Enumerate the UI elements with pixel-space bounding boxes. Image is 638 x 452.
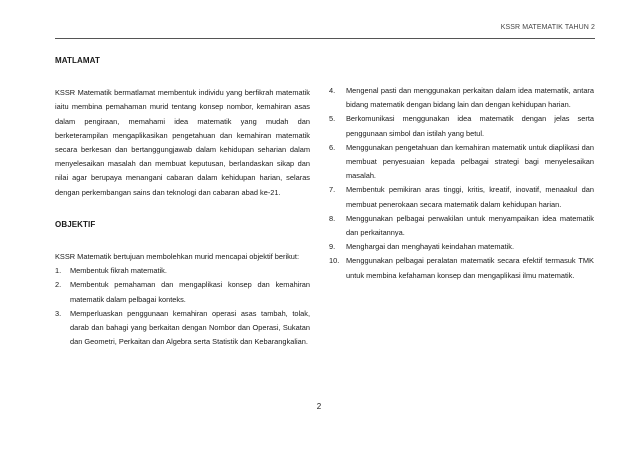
- item-text: Membentuk pemikiran aras tinggi, kritis, kreatif, inovatif, menaakul dan membuat penerokaan secara matematik dalam kehidupan harian.: [346, 185, 594, 209]
- objektif-item: [329, 212, 594, 240]
- item-number: 8.: [329, 213, 336, 223]
- objektif-item: [55, 264, 310, 278]
- objektif-list-right: [329, 84, 594, 283]
- objektif-item: [329, 84, 594, 112]
- running-header: KSSR MATEMATIK TAHUN 2: [500, 24, 595, 31]
- left-column: [55, 54, 310, 349]
- item-number: 2.: [55, 280, 62, 290]
- item-text: Menggunakan pengetahuan dan kemahiran matematik untuk diaplikasi dan membuat penyesuaian kepada pelbagai strategi bagi menyelesaikan masalah.: [346, 142, 594, 181]
- objektif-item: [55, 307, 310, 350]
- item-number: 3.: [55, 308, 62, 318]
- item-text: Memperluaskan penggunaan kemahiran operasi asas tambah, tolak, darab dan bahagi yang berkaitan dengan Nombor dan Operasi, Sukatan dan Geometri, Perkaitan dan Algebra serta Statistik dan Kebarangkalian.: [70, 308, 310, 347]
- item-text: Berkomunikasi menggunakan idea matematik dengan jelas serta penggunaan simbol dan istilah yang betul.: [346, 114, 594, 138]
- objektif-heading: OBJEKTIF: [55, 219, 96, 229]
- item-number: 5.: [329, 114, 336, 124]
- item-number: 7.: [329, 185, 336, 195]
- matlamat-paragraph: KSSR Matematik bermatlamat membentuk individu yang berfikrah matematik iaitu membina pemahaman murid tentang konsep nombor, kemahiran asas dalam pengiraan, memahami idea matematik yang mudah dan berketerampilan mengaplikasikan pengetahuan dan kemahiran matematik secara berkesan dan bertanggungjawab dalam kehidupan seharian dalam menyelesaikan masalah dan membuat keputusan, berlandaskan sikap dan nilai agar berupaya menangani cabaran dalam kehidupan harian, selaras dengan perkembangan sains dan teknologi dan cabaran abad ke-21.: [55, 88, 310, 197]
- objektif-item: [329, 254, 594, 282]
- objektif-item: [329, 112, 594, 140]
- page-number: 2: [316, 402, 322, 411]
- item-number: 10.: [329, 256, 340, 266]
- right-column: [329, 84, 594, 283]
- item-text: Menghargai dan menghayati keindahan matematik.: [346, 242, 515, 252]
- matlamat-heading: MATLAMAT: [55, 56, 100, 65]
- objektif-item: [329, 183, 594, 211]
- item-number: 4.: [329, 86, 336, 95]
- item-number: 1.: [55, 266, 62, 276]
- item-text: Menggunakan pelbagai peralatan matematik secara efektif termasuk TMK untuk membina kefahaman konsep dan mengaplikasi ilmu matematik.: [346, 256, 594, 280]
- item-number: 6.: [329, 142, 336, 152]
- objektif-item: [55, 278, 310, 306]
- item-text: Menggunakan pelbagai perwakilan untuk menyampaikan idea matematik dan perkaitannya.: [346, 213, 594, 238]
- item-text: Membentuk pemahaman dan mengaplikasi konsep dan kemahiran matematik dalam pelbagai konteks.: [70, 280, 310, 304]
- item-text: Mengenal pasti dan menggunakan perkaitan dalam idea matematik, antara bidang matematik dengan bidang lain dan dengan kehidupan harian.: [346, 86, 594, 110]
- objektif-intro: KSSR Matematik bertujuan membolehkan murid mencapai objektif berikut:: [55, 252, 300, 262]
- objektif-item: [329, 141, 594, 184]
- item-text: Membentuk fikrah matematik.: [70, 266, 167, 276]
- objektif-list-left: [55, 264, 310, 349]
- item-number: 9.: [329, 242, 336, 252]
- header-rule: [55, 38, 595, 39]
- objektif-item: [329, 240, 594, 254]
